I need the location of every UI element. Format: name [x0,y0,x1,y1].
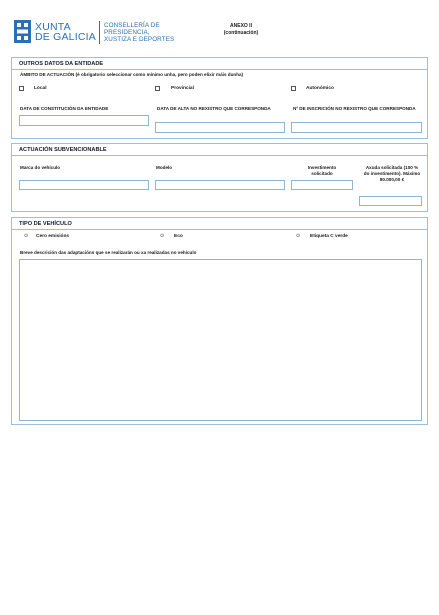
logo-separator [99,21,100,44]
investment-label: Investimento solicitado [307,165,337,176]
logo-wordmark [35,22,96,42]
section-divider [12,69,427,70]
vehicle-brand-label: Marca do vehículo [20,165,61,170]
adaptations-description-label: Breve descrición das adaptacións que se realizarán ou xa realizadas no vehículo [20,250,197,255]
zero-emissions-label: Cero emisións [36,234,70,239]
scope-local-label: Local [34,85,47,91]
section-divider [12,229,427,230]
section-entity-data [11,57,428,139]
registry-date-label: DATA DE ALTA NO REXISTRO QUE CORRESPONDA [157,106,271,111]
scope-provincial-label: Provincial [171,85,194,91]
registry-number-field[interactable] [291,122,422,133]
adaptations-description-textarea[interactable] [19,259,422,421]
section-subsidizable-action [11,143,428,212]
vehicle-brand-field[interactable] [19,180,149,190]
annex-heading [210,23,272,37]
section-vehicle-type-title: TIPO DE VEHÍCULO [19,221,72,227]
eco-radio[interactable]: ⊙ [160,233,165,239]
constitution-date-label: DATA DE CONSTITUCIÓN DA ENTIDADE [20,106,109,111]
investment-field[interactable] [291,180,353,190]
aid-requested-field[interactable] [359,196,422,206]
section-entity-title: OUTROS DATOS DA ENTIDADE [19,61,104,67]
zero-emissions-radio[interactable]: ⊙ [24,233,29,239]
vehicle-model-label: Modelo [156,165,173,170]
registry-number-label: Nº DE INSCRICIÓN NO REXISTRO QUE CORRESPONDA [293,106,416,111]
section-vehicle-type [11,217,428,425]
eco-label: Eco [174,234,183,239]
scope-label: ÁMBITO DE ACTUACIÓN (é obrigatorio seleccionar como mínimo unha, pero poden elixir máis dunha) [20,72,244,77]
logo-line-2: DE GALICIA [35,31,96,43]
green-c-label-label: Etiqueta C verde [310,234,348,239]
scope-autonomic-label: Autonómico [306,85,334,91]
scope-provincial-checkbox[interactable] [155,86,160,91]
registry-date-field[interactable] [155,122,285,133]
page-header [0,0,439,50]
scope-local-checkbox[interactable] [19,86,24,91]
annex-title: ANEXO II [230,23,252,29]
scope-autonomic-checkbox[interactable] [291,86,296,91]
vehicle-model-field[interactable] [155,180,285,190]
green-c-label-radio[interactable]: ⊙ [296,233,301,239]
logo-line-1: XUNTA [35,21,71,33]
constitution-date-field[interactable] [19,115,149,126]
department-name [104,22,174,43]
annex-subtitle: (continuación) [223,30,259,36]
department-line-1: CONSELLERÍA DE [104,22,160,29]
section-divider [12,155,427,156]
section-action-title: ACTUACIÓN SUBVENCIONABLE [19,147,107,153]
aid-requested-label: Axuda solicitada (100 % do investimento). Máximo 80.000,00 € [363,165,421,182]
department-line-2: PRESIDENCIA, [104,29,150,36]
xunta-logo-icon [14,20,31,43]
department-line-3: XUSTIZA E DEPORTES [104,36,175,43]
